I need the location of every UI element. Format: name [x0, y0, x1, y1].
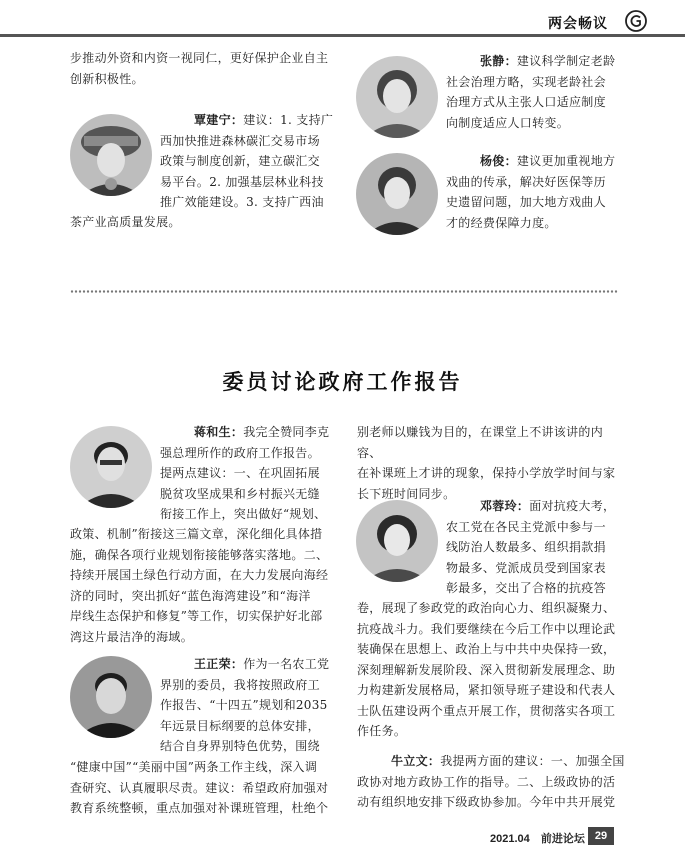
text-line: 治理方式从主张人口适应制度 — [446, 95, 606, 109]
text-line: 界别的委员，我将按照政府工 — [160, 677, 320, 692]
text-line: 史遗留问题，加大地方戏曲人 — [446, 195, 606, 209]
magazine-logo-icon — [625, 10, 647, 32]
photo-zhang-jing — [356, 56, 438, 138]
photo-deng-rongling — [356, 500, 438, 582]
article-title: 委员讨论政府工作报告 — [222, 369, 463, 394]
text-line: 社会治理方略，实现老龄社会 — [446, 74, 606, 89]
text-line: 施，确保各项行业规划衔接能够落实落地。二、 — [70, 547, 329, 562]
text-line: 强总理所作的政府工作报告。 — [160, 445, 320, 460]
text-line: 政策与制度创新，建立碳汇交 — [160, 154, 320, 168]
text-line: 在补课班上才讲的现象，保持小学放学时间与家 — [357, 466, 616, 480]
text-line: 卷，展现了参政党的政治向心力、组织凝聚力、 — [357, 601, 616, 615]
header-rule — [0, 34, 685, 37]
text-line: 创新积极性。 — [70, 71, 144, 86]
text-line: 提两点建议：一、在巩固拓展 — [160, 466, 320, 480]
text-line: 作任务。 — [357, 724, 407, 738]
text-line: 建议更加重视地方 — [516, 154, 616, 168]
text-line: 才的经费保障力度。 — [446, 215, 557, 230]
text-line: 作报告、“十四五”规划和2035 — [160, 698, 328, 712]
speaker-name: 杨俊： — [480, 154, 517, 168]
text-line: 面对抗疫大考， — [529, 499, 616, 513]
text-line: “健康中国”“美丽中国”两条工作主线，深入调 — [70, 760, 318, 774]
text-line: 农工党在各民主党派中参与一 — [446, 519, 606, 534]
text-line: 装确保在思想上、政治上与中共中央保持一致， — [357, 642, 616, 656]
text-line: 持续开展国土绿色行动方面，在大力发展向海经 — [70, 568, 329, 582]
magazine-name: 前进论坛 — [540, 833, 585, 845]
text-line: 推广效能建设。3. 支持广西油 — [160, 195, 324, 209]
text-line: 西加快推进森林碳汇交易市场 — [160, 133, 320, 148]
text-line: 力构建新发展格局，紧扣领导班子建设和代表人 — [357, 683, 616, 697]
speaker-name: 张静： — [480, 54, 517, 68]
speaker-name: 覃建宁： — [194, 113, 244, 127]
text-line: 衔接工作上，突出做好“规划、 — [160, 507, 327, 521]
text-line: 我完全赞同李克 — [243, 425, 330, 439]
text-line: 我提两方面的建议：一、加强全国 — [440, 754, 625, 768]
photo-jiang-hesheng — [70, 426, 152, 508]
photo-qin-jianning — [70, 114, 152, 196]
text-line: 向制度适应人口转变。 — [446, 115, 570, 130]
text-line: 深刻理解新发展阶段、深入贯彻新发展理念、助 — [357, 662, 616, 677]
section-title: 两会畅议 — [548, 16, 608, 32]
text-line: 济的同时，突出抓好“蓝色海湾建设”和“海洋 — [70, 588, 311, 603]
text-line: 政策、机制”衔接这三篇文章，深化细化具体措 — [70, 527, 323, 541]
text-line: 查研究、认真履职尽责。建议：希望政府加强对 — [70, 780, 329, 795]
issue-date: 2021.04 — [490, 833, 530, 845]
text-line: 湾这片最洁净的海域。 — [70, 629, 194, 644]
speaker-name: 王正荣： — [194, 657, 244, 671]
text-line: 年远景目标纲要的总体安排， — [160, 718, 320, 733]
text-line: 易平台。2. 加强基层林业科技 — [160, 174, 324, 189]
text-line: 长下班时间同步。 — [357, 486, 456, 501]
text-line: 岸线生态保护和修复”等工作，切实保护好北部 — [70, 609, 323, 623]
speaker-name: 牛立文： — [391, 754, 441, 768]
text-line: 茶产业高质量发展。 — [70, 215, 181, 229]
text-line: 政协对地方政协工作的指导。二、上级政协的活 — [357, 774, 616, 789]
text-line: 脱贫攻坚成果和乡村振兴无缝 — [160, 486, 320, 501]
text-line: 建议科学制定老龄 — [516, 54, 616, 68]
text-line: 步推动外资和内资一视同仁，更好保护企业自主 — [70, 51, 329, 65]
text-line: 彰最多，交出了合格的抗疫答 — [446, 581, 606, 595]
dotted-divider — [70, 290, 618, 293]
text-line: 建议：1. 支持广 — [243, 113, 334, 127]
text-line: 作为一名农工党 — [243, 657, 330, 671]
page-number: 29 — [588, 827, 614, 845]
text-line: 别老师以赚钱为目的，在课堂上不讲该讲的内容、 — [357, 425, 604, 460]
speaker-name: 蒋和生： — [194, 425, 244, 439]
footer-issue — [490, 830, 585, 846]
text-line: 抗疫战斗力。我们要继续在今后工作中以理论武 — [357, 621, 616, 636]
text-line: 士队伍建设两个重点开展工作，贯彻落实各项工 — [357, 703, 616, 718]
text-line: 结合自身界别特色优势，围绕 — [160, 739, 320, 753]
text-line: 教育系统整顿，重点加强对补课班管理，杜绝个 — [70, 801, 329, 815]
text-line: 物最多、党派成员受到国家表 — [446, 560, 606, 575]
text-line: 动有组织地安排下级政协参加。今年中共开展党 — [357, 795, 616, 809]
text-line: 线防治人数最多、组织捐款捐 — [446, 540, 606, 554]
text-line: 戏曲的传承，解决好医保等历 — [446, 174, 606, 189]
photo-wang-zhengrong — [70, 656, 152, 738]
speaker-name: 邓蓉玲： — [480, 499, 530, 513]
photo-yang-jun — [356, 153, 438, 235]
